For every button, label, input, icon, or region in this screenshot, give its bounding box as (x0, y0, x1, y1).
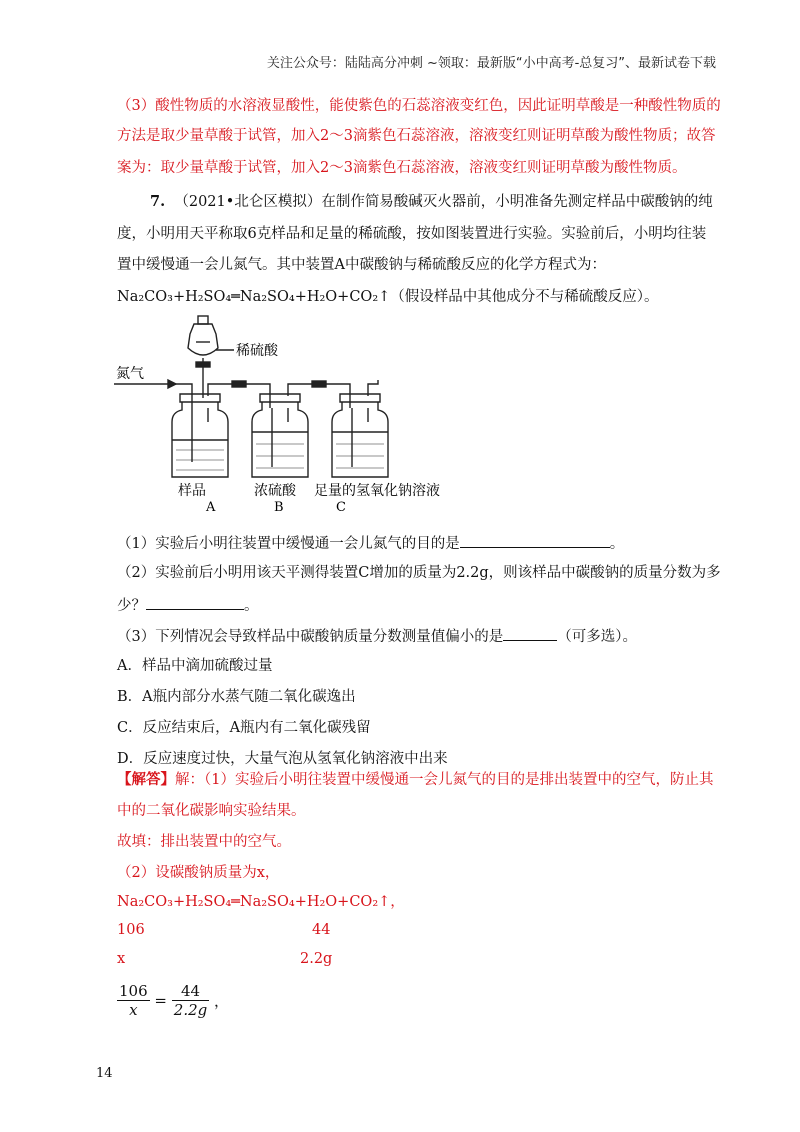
option-b: B．A瓶内部分水蒸气随二氧化碳逸出 (117, 689, 356, 705)
bottle-b (252, 402, 308, 477)
solution-text-1: 解：（1）实验后小明往装置中缓慢通一会儿氮气的目的是排出装置中的空气，防止其 (175, 772, 714, 788)
label-conc-acid: 浓硫酸 (254, 483, 296, 499)
fraction-1-numerator: 106 (119, 982, 148, 1000)
option-d: D．反应速度过快，大量气泡从氢氧化钠溶液中出来 (117, 751, 448, 767)
page-number: 14 (96, 1066, 113, 1081)
page-header: 关注公众号：陆陆高分冲刺 ~领取：最新版“小中高考-总复习”、最新试卷下载 (266, 56, 716, 71)
proportion-equation (117, 982, 229, 1019)
fraction-2-numerator: 44 (172, 982, 209, 1001)
period-2: 。 (244, 598, 259, 614)
mass-ratio-106: 106 (117, 922, 145, 938)
letter-b: B (274, 500, 284, 512)
question-number: 7. (150, 193, 166, 210)
solution-line-2: 中的二氧化碳影响实验结果。 (117, 803, 306, 819)
solution-line-1 (117, 770, 713, 790)
subquestion-1-text: （1）实验后小明往装置中缓慢通一会儿氮气的目的是 (117, 536, 460, 552)
question-equation: Na₂CO₃+H₂SO₄═Na₂SO₄+H₂O+CO₂↑（假设样品中其他成分不与稀硫酸反应）。 (117, 289, 659, 305)
bottle-c (332, 402, 388, 477)
subquestion-3 (117, 625, 637, 647)
question-text: （2021•北仑区模拟）在制作简易酸碱灭火器前，小明准备先测定样品中碳酸钠的纯 (174, 194, 713, 210)
subquestion-2-line-2 (117, 594, 259, 616)
funnel-bulb (188, 324, 218, 355)
mass-ratio-44: 44 (312, 922, 331, 938)
solution-line-4: （2）设碳酸钠质量为x， (117, 865, 280, 881)
prev-answer-line-1: （3）酸性物质的水溶液显酸性，能使紫色的石蕊溶液变红色，因此证明草酸是一种酸性物质的 (117, 98, 721, 114)
letter-c: C (336, 500, 346, 512)
equals-sign: = (154, 991, 167, 1010)
label-nitrogen: 氮气 (116, 366, 144, 382)
mass-2-2g: 2.2g (300, 951, 333, 967)
solution-equation: Na₂CO₃+H₂SO₄═Na₂SO₄+H₂O+CO₂↑， (117, 894, 405, 910)
answer-blank-2[interactable] (146, 594, 244, 610)
apparatus-diagram (110, 312, 470, 516)
fraction-1 (117, 982, 150, 1019)
apparatus-svg (110, 312, 470, 512)
option-a: A．样品中滴加硫酸过量 (117, 658, 273, 674)
question-stem-line-2: 度，小明用天平称取6克样品和足量的稀硫酸，按如图装置进行实验。实验前后，小明均往装 (117, 226, 707, 242)
fraction-1-denominator: x (129, 1001, 138, 1019)
fraction-2-denominator: 2.2g (173, 1001, 208, 1019)
unknown-x: x (117, 951, 126, 967)
subquestion-3-suffix: （可多选）。 (557, 629, 637, 645)
prev-answer-line-3: 案为：取少量草酸于试管，加入2～3滴紫色石蕊溶液，溶液变红则证明草酸为酸性物质。 (117, 160, 687, 176)
subquestion-2-line-1: （2）实验前后小明用该天平测得装置C增加的质量为2.2g，则该样品中碳酸钠的质量分数为多 (117, 565, 721, 581)
label-sample: 样品 (178, 483, 206, 499)
option-c: C．反应结束后，A瓶内有二氧化碳残留 (117, 720, 371, 736)
fraction-comma: ， (214, 992, 230, 1010)
letter-a: A (206, 500, 216, 512)
answer-blank-3[interactable] (503, 625, 557, 641)
fraction-2 (172, 982, 209, 1019)
solution-tag: 【解答】 (117, 771, 175, 788)
subquestion-1 (117, 532, 624, 554)
bottle-a-stopper (180, 394, 220, 402)
subquestion-3-text: （3）下列情况会导致样品中碳酸钠质量分数测量值偏小的是 (117, 629, 504, 645)
prev-answer-line-2: 方法是取少量草酸于试管，加入2～3滴紫色石蕊溶液，溶液变红则证明草酸为酸性物质；故答 (117, 128, 716, 144)
question-stem-line-1 (150, 192, 713, 212)
label-acid: 稀硫酸 (236, 343, 278, 359)
bottle-c-stopper (340, 394, 380, 402)
funnel-stopper (198, 316, 208, 324)
answer-blank-1[interactable] (460, 532, 610, 548)
period-1: 。 (609, 536, 625, 552)
question-stem-line-3: 置中缓慢通一会儿氮气。其中装置A中碳酸钠与稀硫酸反应的化学方程式为： (117, 257, 606, 273)
subquestion-2-text: 少？ (117, 598, 146, 614)
label-naoh: 足量的氢氧化钠溶液 (314, 483, 440, 499)
bottle-b-stopper (260, 394, 300, 402)
solution-line-3: 故填：排出装置中的空气。 (117, 834, 291, 850)
funnel-valve (196, 362, 210, 367)
